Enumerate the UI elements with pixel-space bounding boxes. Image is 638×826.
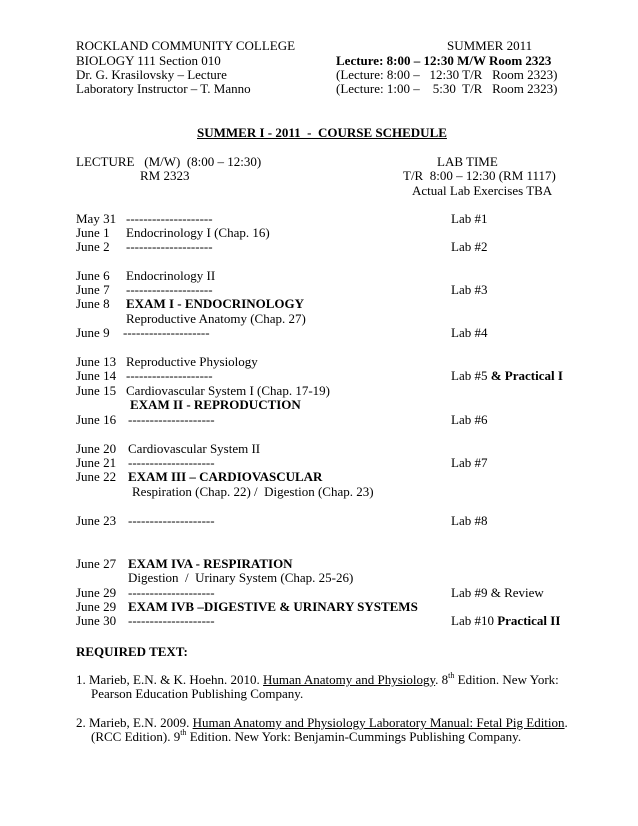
reference-2-authors: Marieb, E.N. 2009. xyxy=(89,715,193,730)
date-june14: June 14 xyxy=(76,368,117,383)
lecture-tr-afternoon: (Lecture: 1:00 – 5:30 T/R Room 2323) xyxy=(336,81,558,96)
dash-line: -------------------- xyxy=(128,513,215,528)
date-june15: June 15 xyxy=(76,383,117,398)
lecture-mw: Lecture: 8:00 – 12:30 M/W Room 2323 xyxy=(336,53,552,68)
lab-3: Lab #3 xyxy=(451,282,488,297)
reference-2-period: . xyxy=(564,715,568,730)
date-june1: June 1 xyxy=(76,225,110,240)
topic-digestion-urinary: Digestion / Urinary System (Chap. 25-26) xyxy=(128,570,354,585)
reference-2-edition: (RCC Edition). 9 xyxy=(91,729,181,744)
dash-line: -------------------- xyxy=(126,282,213,297)
required-text-heading: REQUIRED TEXT: xyxy=(76,644,188,659)
lab-5 xyxy=(451,369,563,384)
dash-line: -------------------- xyxy=(128,455,215,470)
topic-cardiovascular-1: Cardiovascular System I (Chap. 17-19) xyxy=(126,383,330,398)
date-june7: June 7 xyxy=(76,282,110,297)
lab-instructor: Laboratory Instructor – T. Manno xyxy=(76,81,251,96)
dash-line: -------------------- xyxy=(126,211,213,226)
topic-endocrinology-2: Endocrinology II xyxy=(126,268,216,283)
exam-4a: EXAM IVA - RESPIRATION xyxy=(128,556,293,571)
date-may31: May 31 xyxy=(76,211,117,226)
exam-4b: EXAM IVB –DIGESTIVE & URINARY SYSTEMS xyxy=(128,599,418,614)
course-section: BIOLOGY 111 Section 010 xyxy=(76,53,221,68)
topic-endocrinology-1: Endocrinology I (Chap. 16) xyxy=(126,225,270,240)
date-june23: June 23 xyxy=(76,513,117,528)
dash-line: -------------------- xyxy=(126,239,213,254)
lab-5-label: Lab #5 xyxy=(451,368,488,383)
date-june29: June 29 xyxy=(76,585,117,600)
exam-1: EXAM I - ENDOCRINOLOGY xyxy=(126,296,305,311)
lab-9-review: Lab #9 & Review xyxy=(451,585,544,600)
practical-1: & Practical I xyxy=(490,368,563,383)
date-june8: June 8 xyxy=(76,296,110,311)
lab-time-heading: LAB TIME xyxy=(437,154,498,169)
date-june2: June 2 xyxy=(76,239,110,254)
topic-cardiovascular-2: Cardiovascular System II xyxy=(128,441,261,456)
reference-2-publisher: Edition. New York: Benjamin-Cummings Publishing Company. xyxy=(186,729,522,744)
exam-2: EXAM II - REPRODUCTION xyxy=(130,397,301,412)
dash-line: -------------------- xyxy=(128,585,215,600)
lab-10-label: Lab #10 xyxy=(451,613,494,628)
date-june20: June 20 xyxy=(76,441,117,456)
lecture-room: RM 2323 xyxy=(140,168,190,183)
reference-2-sup: th xyxy=(180,727,187,737)
reference-1-line2: Pearson Education Publishing Company. xyxy=(91,686,304,701)
lab-6: Lab #6 xyxy=(451,412,488,427)
date-june9: June 9 xyxy=(76,325,110,340)
dash-line: -------------------- xyxy=(123,325,210,340)
lab-1: Lab #1 xyxy=(451,211,488,226)
date-june16: June 16 xyxy=(76,412,117,427)
dash-line: -------------------- xyxy=(128,412,215,427)
lecture-tr: (Lecture: 8:00 – 12:30 T/R Room 2323) xyxy=(336,67,558,82)
date-june27: June 27 xyxy=(76,556,117,571)
reference-2-number: 2. xyxy=(76,715,86,730)
date-june30: June 30 xyxy=(76,613,117,628)
practical-2: Practical II xyxy=(497,613,561,628)
lab-8: Lab #8 xyxy=(451,513,488,528)
reference-2-title: Human Anatomy and Physiology Laboratory Manual: Fetal Pig Edition xyxy=(192,715,565,730)
date-june22: June 22 xyxy=(76,469,117,484)
lecturer: Dr. G. Krasilovsky – Lecture xyxy=(76,67,227,82)
dash-line: -------------------- xyxy=(128,613,215,628)
date-june6: June 6 xyxy=(76,268,110,283)
term: SUMMER 2011 xyxy=(447,38,533,53)
lab-2: Lab #2 xyxy=(451,239,488,254)
college-name: ROCKLAND COMMUNITY COLLEGE xyxy=(76,38,296,53)
date-june13: June 13 xyxy=(76,354,117,369)
reference-2-line2 xyxy=(91,727,522,745)
lab-7: Lab #7 xyxy=(451,455,488,470)
lab-4: Lab #4 xyxy=(451,325,488,340)
reference-1-number: 1. xyxy=(76,672,86,687)
reference-1-title: Human Anatomy and Physiology xyxy=(263,672,436,687)
topic-reproductive-physiology: Reproductive Physiology xyxy=(126,354,258,369)
topic-respiration-digestion: Respiration (Chap. 22) / Digestion (Chap. 23) xyxy=(132,484,374,499)
reference-1-sup: th xyxy=(448,670,455,680)
lab-10 xyxy=(451,614,560,629)
lecture-time: LECTURE (M/W) (8:00 – 12:30) xyxy=(76,154,262,169)
reference-1-edition: . 8 xyxy=(435,672,449,687)
date-june21: June 21 xyxy=(76,455,117,470)
exam-3: EXAM III – CARDIOVASCULAR xyxy=(128,469,323,484)
lab-time-room: T/R 8:00 – 12:30 (RM 1117) xyxy=(403,168,556,183)
reference-1-authors: Marieb, E.N. & K. Hoehn. 2010. xyxy=(89,672,264,687)
topic-reproductive-anatomy: Reproductive Anatomy (Chap. 27) xyxy=(126,311,306,326)
lab-exercises-note: Actual Lab Exercises TBA xyxy=(412,183,553,198)
reference-1-publisher: Edition. New York: xyxy=(454,672,559,687)
page-title: SUMMER I - 2011 - COURSE SCHEDULE xyxy=(197,125,447,140)
dash-line: -------------------- xyxy=(126,368,213,383)
date-june29-exam: June 29 xyxy=(76,599,117,614)
